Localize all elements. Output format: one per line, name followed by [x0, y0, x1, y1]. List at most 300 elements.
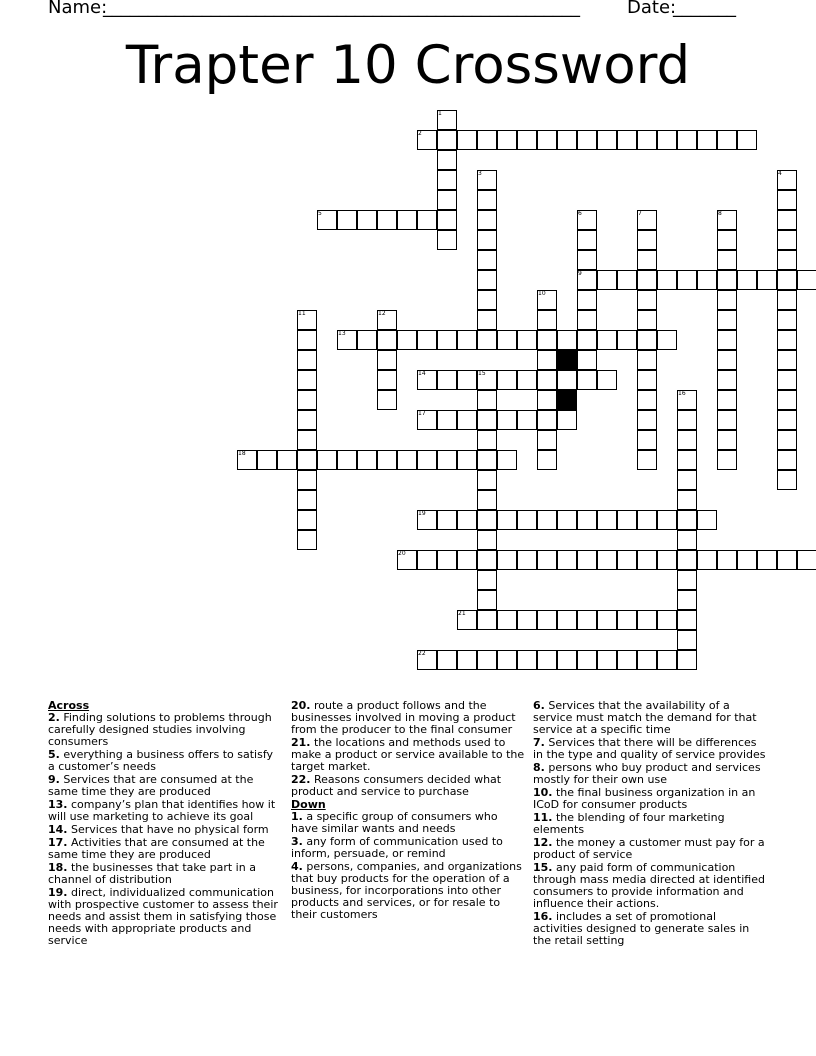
grid-cell[interactable] — [477, 330, 497, 350]
grid-cell[interactable] — [457, 370, 477, 390]
grid-cell[interactable] — [717, 550, 737, 570]
grid-cell[interactable] — [477, 510, 497, 530]
grid-cell[interactable] — [597, 130, 617, 150]
clue-num: 2. — [48, 711, 60, 724]
grid-cell[interactable] — [737, 270, 757, 290]
clue-item — [291, 737, 525, 773]
clue-number: 2 — [418, 130, 422, 137]
grid-cell[interactable] — [777, 190, 797, 210]
grid-cell[interactable] — [537, 350, 557, 370]
clue-item — [48, 837, 280, 861]
grid-cell[interactable] — [477, 230, 497, 250]
grid-cell[interactable] — [537, 130, 557, 150]
grid-cell[interactable] — [637, 430, 657, 450]
clue-text: any paid form of communication through mass media directed at identified consumers to provide information and influence their actions. — [533, 861, 765, 910]
grid-cell[interactable] — [437, 330, 457, 350]
clue-text: direct, individualized communication with prospective customer to assess their needs and assist them in satisfying those needs with appropriate products and service — [48, 886, 278, 947]
clue-text: Finding solutions to problems through carefully designed studies involving consumers — [48, 711, 272, 748]
grid-cell[interactable] — [557, 510, 577, 530]
across-heading: Across — [48, 699, 90, 712]
down-clues-part2 — [533, 700, 767, 947]
grid-cell[interactable] — [637, 130, 657, 150]
clue-num: 16. — [533, 910, 553, 923]
grid-cell[interactable] — [637, 410, 657, 430]
grid-cell[interactable] — [377, 210, 397, 230]
clue-num: 15. — [533, 861, 553, 874]
clue-text: persons who buy product and services mostly for their own use — [533, 761, 761, 786]
grid-cell[interactable] — [677, 130, 697, 150]
clue-text: Services that there will be differences in the type and quality of service provides — [533, 736, 766, 761]
grid-cell[interactable] — [777, 210, 797, 230]
clue-num: 21. — [291, 736, 311, 749]
grid-cell[interactable] — [497, 650, 517, 670]
grid-cell[interactable] — [437, 230, 457, 250]
grid-cell[interactable] — [677, 530, 697, 550]
grid-cell[interactable] — [377, 390, 397, 410]
grid-cell[interactable] — [437, 370, 457, 390]
grid-cell[interactable] — [677, 510, 697, 530]
page-title: Trapter 10 Crossword — [125, 35, 691, 96]
grid-cell[interactable] — [537, 310, 557, 330]
grid-cell[interactable] — [637, 650, 657, 670]
grid-cell[interactable] — [297, 390, 317, 410]
grid-cell[interactable] — [577, 330, 597, 350]
grid-cell[interactable] — [777, 390, 797, 410]
grid-cell[interactable] — [297, 530, 317, 550]
grid-cell[interactable] — [437, 650, 457, 670]
grid-cell[interactable] — [537, 370, 557, 390]
clue-num: 17. — [48, 836, 68, 849]
grid-cell[interactable] — [477, 390, 497, 410]
grid-cell[interactable] — [657, 610, 677, 630]
grid-cell[interactable] — [437, 550, 457, 570]
grid-cell[interactable] — [537, 410, 557, 430]
grid-cell[interactable] — [537, 390, 557, 410]
grid-cell[interactable] — [777, 250, 797, 270]
grid-cell[interactable] — [477, 310, 497, 330]
grid-cell[interactable] — [677, 590, 697, 610]
clue-item — [48, 799, 280, 823]
clue-text: Activities that are consumed at the same time they are produced — [48, 836, 265, 861]
clue-item — [291, 700, 525, 736]
grid-cell[interactable] — [637, 270, 657, 290]
grid-cell[interactable] — [497, 510, 517, 530]
clue-item — [533, 762, 767, 786]
grid-cell[interactable] — [537, 610, 557, 630]
clue-number: 6 — [578, 210, 582, 217]
grid-cell[interactable] — [557, 330, 577, 350]
grid-cell[interactable] — [457, 450, 477, 470]
grid-cell[interactable] — [637, 350, 657, 370]
clue-item — [533, 911, 767, 947]
grid-cell[interactable] — [437, 150, 457, 170]
grid-cell[interactable] — [637, 550, 657, 570]
grid-cell[interactable] — [577, 650, 597, 670]
grid-cell[interactable] — [517, 410, 537, 430]
clue-number: 14 — [418, 370, 426, 377]
grid-cell[interactable] — [517, 330, 537, 350]
grid-cell[interactable] — [457, 410, 477, 430]
grid-cell[interactable] — [557, 130, 577, 150]
clue-number: 13 — [338, 330, 346, 337]
grid-cell[interactable] — [497, 130, 517, 150]
grid-cell[interactable] — [477, 190, 497, 210]
grid-cell[interactable] — [457, 650, 477, 670]
grid-cell[interactable] — [277, 450, 297, 470]
clue-number: 4 — [778, 170, 782, 177]
name-line[interactable]: _____________________________________________________ — [103, 0, 580, 18]
clue-number: 18 — [238, 450, 246, 457]
clue-num: 3. — [291, 835, 303, 848]
clue-num: 18. — [48, 861, 68, 874]
clue-text: the money a customer must pay for a product of service — [533, 836, 765, 861]
grid-cell[interactable] — [637, 290, 657, 310]
grid-cell[interactable] — [677, 610, 697, 630]
grid-cell[interactable] — [297, 490, 317, 510]
grid-cell[interactable] — [457, 510, 477, 530]
grid-cell[interactable] — [797, 550, 816, 570]
grid-cell[interactable] — [677, 570, 697, 590]
grid-cell[interactable] — [637, 230, 657, 250]
grid-cell[interactable] — [717, 230, 737, 250]
grid-cell[interactable] — [637, 390, 657, 410]
clue-text: Reasons consumers decided what product and service to purchase — [291, 773, 502, 798]
clue-number: 20 — [398, 550, 406, 557]
grid-cell[interactable] — [477, 470, 497, 490]
grid-cell[interactable] — [657, 130, 677, 150]
grid-cell[interactable] — [637, 250, 657, 270]
clue-item — [533, 812, 767, 836]
grid-cell[interactable] — [757, 270, 777, 290]
grid-cell[interactable] — [577, 290, 597, 310]
clue-item — [48, 887, 280, 947]
clue-text: any form of communication used to inform, persuade, or remind — [291, 835, 503, 860]
grid-cell[interactable] — [617, 550, 637, 570]
grid-cell[interactable] — [317, 450, 337, 470]
grid-cell[interactable] — [637, 370, 657, 390]
clue-number: 1 — [438, 110, 442, 117]
grid-cell[interactable] — [397, 330, 417, 350]
grid-cell[interactable] — [677, 270, 697, 290]
grid-cell[interactable] — [777, 350, 797, 370]
grid-cell[interactable] — [777, 410, 797, 430]
clue-text: the final business organization in an ICoD for consumer products — [533, 786, 756, 811]
grid-cell[interactable] — [457, 550, 477, 570]
grid-cell[interactable] — [377, 330, 397, 350]
grid-cell[interactable] — [477, 650, 497, 670]
grid-cell[interactable] — [497, 410, 517, 430]
grid-cell[interactable] — [777, 330, 797, 350]
down-clues-part1 — [291, 811, 525, 921]
grid-cell[interactable] — [477, 590, 497, 610]
grid-cell[interactable] — [577, 230, 597, 250]
grid-cell[interactable] — [617, 510, 637, 530]
clue-num: 1. — [291, 810, 303, 823]
clue-num: 9. — [48, 773, 60, 786]
grid-cell[interactable] — [617, 330, 637, 350]
grid-cell[interactable] — [537, 550, 557, 570]
grid-cell[interactable] — [477, 450, 497, 470]
grid-cell[interactable] — [777, 470, 797, 490]
clue-text: the locations and methods used to make a product or service available to the target market. — [291, 736, 525, 773]
grid-cell[interactable] — [357, 450, 377, 470]
grid-cell[interactable] — [637, 510, 657, 530]
grid-cell[interactable] — [557, 410, 577, 430]
grid-cell[interactable] — [457, 130, 477, 150]
grid-cell[interactable] — [437, 410, 457, 430]
grid-cell[interactable] — [677, 490, 697, 510]
clue-text: the blending of four marketing elements — [533, 811, 725, 836]
grid-cell[interactable] — [477, 490, 497, 510]
clue-item — [533, 787, 767, 811]
grid-cell[interactable] — [717, 450, 737, 470]
clue-number: 9 — [578, 270, 582, 277]
grid-cell[interactable] — [717, 330, 737, 350]
grid-cell[interactable] — [777, 270, 797, 290]
date-line[interactable]: _______ — [673, 0, 736, 18]
grid-cell[interactable] — [437, 450, 457, 470]
grid-cell[interactable] — [777, 450, 797, 470]
grid-cell[interactable] — [417, 330, 437, 350]
clue-num: 5. — [48, 748, 60, 761]
grid-cell[interactable] — [717, 290, 737, 310]
grid-cell[interactable] — [777, 550, 797, 570]
clue-text: the businesses that take part in a channel of distribution — [48, 861, 256, 886]
grid-cell[interactable] — [477, 210, 497, 230]
grid-cell[interactable] — [577, 130, 597, 150]
clue-text: route a product follows and the businesses involved in moving a product from the producer to the final consumer — [291, 699, 516, 736]
grid-cell[interactable] — [437, 210, 457, 230]
grid-cell[interactable] — [717, 370, 737, 390]
grid-cell[interactable] — [697, 510, 717, 530]
clue-num: 19. — [48, 886, 68, 899]
down-heading: Down — [291, 798, 326, 811]
grid-cell[interactable] — [617, 270, 637, 290]
clue-num: 8. — [533, 761, 545, 774]
grid-cell[interactable] — [577, 250, 597, 270]
grid-cell[interactable] — [777, 230, 797, 250]
grid-cell[interactable] — [477, 430, 497, 450]
grid-cell[interactable] — [597, 270, 617, 290]
grid-cell[interactable] — [597, 610, 617, 630]
clue-num: 10. — [533, 786, 553, 799]
clue-number: 17 — [418, 410, 426, 417]
across-clues-part2 — [291, 700, 525, 798]
grid-cell[interactable] — [257, 450, 277, 470]
grid-cell[interactable] — [577, 370, 597, 390]
clue-column-1 — [48, 700, 280, 948]
grid-cell[interactable] — [637, 330, 657, 350]
grid-cell[interactable] — [477, 410, 497, 430]
grid-cell[interactable] — [677, 450, 697, 470]
grid-cell[interactable] — [537, 650, 557, 670]
clue-text: Services that the availability of a service must match the demand for that service at a specific time — [533, 699, 757, 736]
grid-cell[interactable] — [397, 210, 417, 230]
grid-cell[interactable] — [777, 370, 797, 390]
grid-cell[interactable] — [717, 350, 737, 370]
clue-text: Services that are consumed at the same time they are produced — [48, 773, 254, 798]
clue-number: 11 — [298, 310, 306, 317]
grid-cell[interactable] — [577, 550, 597, 570]
grid-cell[interactable] — [717, 270, 737, 290]
grid-cell[interactable] — [617, 130, 637, 150]
grid-cell[interactable] — [737, 550, 757, 570]
clue-column-2 — [291, 700, 525, 922]
clue-number: 22 — [418, 650, 426, 657]
grid-cell[interactable] — [677, 630, 697, 650]
grid-cell[interactable] — [577, 510, 597, 530]
grid-cell[interactable] — [717, 250, 737, 270]
grid-cell[interactable] — [297, 450, 317, 470]
grid-cell[interactable] — [597, 330, 617, 350]
grid-cell[interactable] — [557, 370, 577, 390]
grid-cell[interactable] — [417, 210, 437, 230]
grid-cell[interactable] — [437, 170, 457, 190]
grid-cell[interactable] — [717, 390, 737, 410]
clue-item — [533, 700, 767, 736]
grid-cell[interactable] — [617, 650, 637, 670]
grid-cell[interactable] — [657, 550, 677, 570]
grid-cell[interactable] — [497, 330, 517, 350]
clue-number: 21 — [458, 610, 466, 617]
grid-cell[interactable] — [737, 130, 757, 150]
grid-cell[interactable] — [457, 330, 477, 350]
grid-cell[interactable] — [677, 550, 697, 570]
clue-number: 10 — [538, 290, 546, 297]
grid-cell[interactable] — [517, 550, 537, 570]
grid-cell[interactable] — [757, 550, 777, 570]
clue-text: a specific group of consumers who have similar wants and needs — [291, 810, 498, 835]
grid-cell[interactable] — [337, 450, 357, 470]
grid-cell[interactable] — [477, 270, 497, 290]
clue-text: includes a set of promotional activities designed to generate sales in the retail setting — [533, 910, 750, 947]
grid-cell[interactable] — [377, 370, 397, 390]
grid-cell[interactable] — [477, 550, 497, 570]
grid-cell[interactable] — [777, 310, 797, 330]
clue-item — [291, 774, 525, 798]
grid-cell[interactable] — [437, 130, 457, 150]
grid-cell[interactable] — [597, 510, 617, 530]
grid-cell[interactable] — [657, 330, 677, 350]
grid-cell[interactable] — [477, 250, 497, 270]
grid-cell[interactable] — [517, 130, 537, 150]
grid-cell[interactable] — [477, 130, 497, 150]
grid-cell[interactable] — [777, 290, 797, 310]
grid-cell[interactable] — [677, 470, 697, 490]
grid-cell[interactable] — [497, 370, 517, 390]
grid-cell[interactable] — [717, 130, 737, 150]
grid-cell[interactable] — [477, 610, 497, 630]
grid-cell[interactable] — [717, 310, 737, 330]
grid-cell[interactable] — [617, 610, 637, 630]
grid-cell[interactable] — [437, 190, 457, 210]
grid-cell[interactable] — [377, 350, 397, 370]
grid-cell[interactable] — [697, 270, 717, 290]
grid-cell[interactable] — [437, 510, 457, 530]
grid-cell[interactable] — [297, 410, 317, 430]
grid-cell[interactable] — [357, 330, 377, 350]
grid-cell[interactable] — [557, 610, 577, 630]
grid-cell[interactable] — [677, 650, 697, 670]
grid-cell[interactable] — [517, 510, 537, 530]
grid-cell[interactable] — [517, 650, 537, 670]
grid-cell[interactable] — [517, 370, 537, 390]
grid-cell[interactable] — [357, 210, 377, 230]
grid-cell[interactable] — [497, 450, 517, 470]
clue-item — [48, 712, 280, 748]
clue-text: Services that have no physical form — [67, 823, 269, 836]
clue-num: 14. — [48, 823, 68, 836]
grid-cell[interactable] — [797, 270, 816, 290]
grid-cell[interactable] — [637, 450, 657, 470]
clue-text: company’s plan that identifies how it will use marketing to achieve its goal — [48, 798, 276, 823]
clue-num: 12. — [533, 836, 553, 849]
across-clues-part1 — [48, 712, 280, 947]
grid-cell[interactable] — [397, 450, 417, 470]
grid-cell[interactable] — [477, 530, 497, 550]
grid-cell[interactable] — [657, 270, 677, 290]
grid-cell[interactable] — [417, 550, 437, 570]
grid-cell[interactable] — [297, 330, 317, 350]
clue-number: 7 — [638, 210, 642, 217]
grid-cell[interactable] — [777, 430, 797, 450]
grid-cell[interactable] — [677, 430, 697, 450]
grid-cell[interactable] — [597, 650, 617, 670]
black-cell — [557, 350, 577, 370]
grid-cell[interactable] — [497, 550, 517, 570]
grid-cell[interactable] — [697, 550, 717, 570]
grid-cell[interactable] — [297, 350, 317, 370]
grid-cell[interactable] — [597, 370, 617, 390]
grid-cell[interactable] — [537, 330, 557, 350]
grid-cell[interactable] — [577, 310, 597, 330]
grid-cell[interactable] — [537, 430, 557, 450]
grid-cell[interactable] — [577, 350, 597, 370]
grid-cell[interactable] — [497, 610, 517, 630]
grid-cell[interactable] — [377, 450, 397, 470]
grid-cell[interactable] — [537, 510, 557, 530]
clue-num: 7. — [533, 736, 545, 749]
grid-cell[interactable] — [557, 650, 577, 670]
grid-cell[interactable] — [717, 430, 737, 450]
grid-cell[interactable] — [597, 550, 617, 570]
grid-cell[interactable] — [517, 610, 537, 630]
grid-cell[interactable] — [297, 470, 317, 490]
grid-cell[interactable] — [717, 410, 737, 430]
grid-cell[interactable] — [657, 510, 677, 530]
grid-cell[interactable] — [297, 430, 317, 450]
grid-cell[interactable] — [577, 610, 597, 630]
clue-num: 20. — [291, 699, 311, 712]
grid-cell[interactable] — [417, 450, 437, 470]
clue-num: 6. — [533, 699, 545, 712]
grid-cell[interactable] — [677, 410, 697, 430]
clue-item — [291, 811, 525, 835]
grid-cell[interactable] — [337, 210, 357, 230]
grid-cell[interactable] — [477, 570, 497, 590]
grid-cell[interactable] — [297, 370, 317, 390]
grid-cell[interactable] — [657, 650, 677, 670]
grid-cell[interactable] — [637, 310, 657, 330]
grid-cell[interactable] — [297, 510, 317, 530]
grid-cell[interactable] — [697, 130, 717, 150]
grid-cell[interactable] — [537, 450, 557, 470]
grid-cell[interactable] — [637, 610, 657, 630]
clue-number: 16 — [678, 390, 686, 397]
grid-cell[interactable] — [557, 550, 577, 570]
clue-number: 19 — [418, 510, 426, 517]
grid-cell[interactable] — [477, 290, 497, 310]
